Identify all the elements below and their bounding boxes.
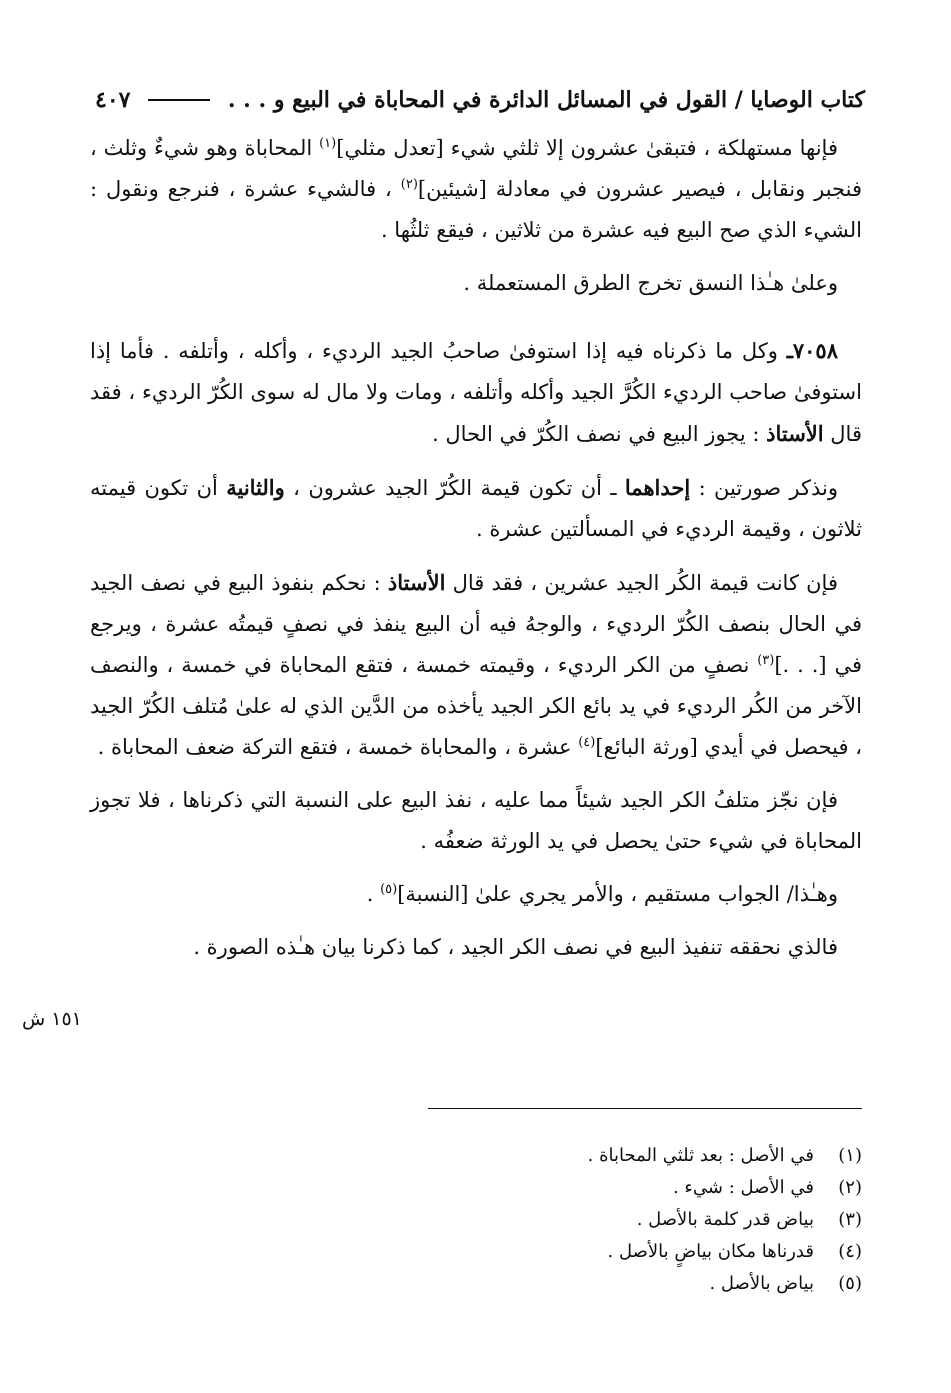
paragraph-text: فإن كانت قيمة الكُر الجيد عشرين ، فقد قال (445, 571, 838, 595)
bold-term: إحداهما (624, 475, 691, 500)
footnote-item (400, 1236, 862, 1268)
footnote-number: (٤) (838, 1241, 862, 1262)
footnote-text: في الأصل : شيء . (672, 1177, 814, 1198)
footnote-reference: (٣) (757, 653, 775, 668)
bold-term: ٧٠٥٨ـ (786, 338, 838, 363)
footnote-item (400, 1268, 862, 1300)
paragraph-text: وعلىٰ هـٰذا النسق تخرج الطرق المستعملة . (463, 271, 838, 295)
footnote-reference: (١) (319, 136, 337, 151)
paragraph-text: ـ أن تكون قيمة الكُرّ الجيد عشرون ، (284, 476, 625, 500)
paragraph-text: ونذكر صورتين : (690, 476, 839, 500)
footnote-reference: (٤) (578, 735, 596, 750)
footnote-text: في الأصل : بعد ثلثي المحاباة . (587, 1145, 814, 1166)
footnotes-list (400, 1140, 862, 1300)
footnote-reference: (٥) (380, 882, 398, 897)
paragraph-text: فإنها مستهلكة ، فتبقىٰ عشرون إلا ثلثي شيء [تعدل مثلي] (336, 136, 838, 160)
footnote-item (400, 1140, 862, 1172)
paragraph-text: نصفٍ من الكر الرديء ، وقيمته خمسة ، فتقع المحاباة في خمسة ، والنصف الآخر من الكُر الرديء في يد بائع الكر الجيد يأخذه من الدَّين الذي له علىٰ مُتلف الكُرّ الجيد ، فيحصل في أيدي [ورثة البائع] (90, 653, 862, 759)
main-body-text (90, 128, 862, 980)
bold-term: والثانية (226, 475, 285, 500)
paragraph-text: : نحكم بنفوذ البيع في نصف الجيد في الحال بنصف الكُرّ الرديء ، والوجهُ فيه أن البيع ينفذ في نصفٍ قيمتُه عشرة ، ويرجع في [. . .] (90, 571, 862, 677)
footnote-number: (٥) (838, 1273, 862, 1294)
paragraph (90, 128, 862, 251)
header-title: كتاب الوصايا / القول في المسائل الدائرة في المحاباة في البيع و . . . (227, 87, 865, 113)
paragraph-text: أن تكون قيمته ثلاثون ، وقيمة الرديء في المسألتين عشرة . (90, 476, 862, 541)
paragraph-text: المحاباة وهو شيءٌ وثلث ، فنجبر ونقابل ، فيصير عشرون في معادلة [شيئين] (90, 136, 862, 201)
footnote-item (400, 1172, 862, 1204)
paragraph-text: . (366, 882, 381, 906)
footnote-text: بياض بالأصل . (709, 1273, 814, 1294)
paragraph-text: وكل ما ذكرناه فيه إذا استوفىٰ صاحبُ الجيد الرديء ، وأكله ، وأتلفه . فأما إذا استوفىٰ صاحب الرديء الكُرَّ الجيد وأكله وأتلفه ، ومات ولا مال له سوى الكُرّ الرديء ، فقد قال (90, 339, 862, 446)
footnote-reference: (٢) (400, 177, 418, 192)
bold-term: الأستاذ (766, 421, 824, 446)
paragraph (90, 330, 862, 455)
header-dash-rule (148, 99, 209, 101)
paragraph (90, 780, 862, 862)
paragraph-text: فإن نجّز متلفُ الكر الجيد شيئاً مما عليه ، نفذ البيع على النسبة التي ذكرناها ، فلا تجوز المحاباة في شيء حتىٰ يحصل في يد الورثة ضعفُه . (90, 788, 862, 853)
footnote-text: بياض قدر كلمة بالأصل . (636, 1209, 814, 1230)
paragraph-text: عشرة ، والمحاباة خمسة ، فتقع التركة ضعف المحاباة . (97, 735, 579, 759)
footnote-text: قدرناها مكان بياضٍ بالأصل . (607, 1241, 814, 1262)
footnote-number: (١) (838, 1145, 862, 1166)
page-number: ٤٠٧ (95, 87, 131, 113)
paragraph-text: ، فالشيء عشرة ، فنرجع ونقول : الشيء الذي صح البيع فيه عشرة من ثلاثين ، فيقع ثلثُها . (90, 177, 862, 242)
margin-folio-note: ١٥١ ش (22, 1008, 82, 1030)
footnote-separator (428, 1108, 862, 1109)
running-header (95, 80, 865, 120)
bold-term: الأستاذ (387, 570, 446, 595)
paragraph-text: وهـٰذا/ الجواب مستقيم ، والأمر يجري علىٰ [النسبة] (397, 882, 838, 906)
paragraph (90, 874, 862, 915)
paragraph (90, 467, 862, 550)
paragraph-text: فالذي نحققه تنفيذ البيع في نصف الكر الجيد ، كما ذكرنا بيان هـٰذه الصورة . (193, 935, 838, 959)
footnote-item (400, 1204, 862, 1236)
footnote-number: (٣) (838, 1209, 862, 1230)
paragraph-text: : يجوز البيع في نصف الكُرّ في الحال . (432, 422, 767, 446)
paragraph (90, 263, 862, 304)
footnote-number: (٢) (838, 1177, 862, 1198)
paragraph (90, 927, 862, 968)
paragraph (90, 562, 862, 768)
